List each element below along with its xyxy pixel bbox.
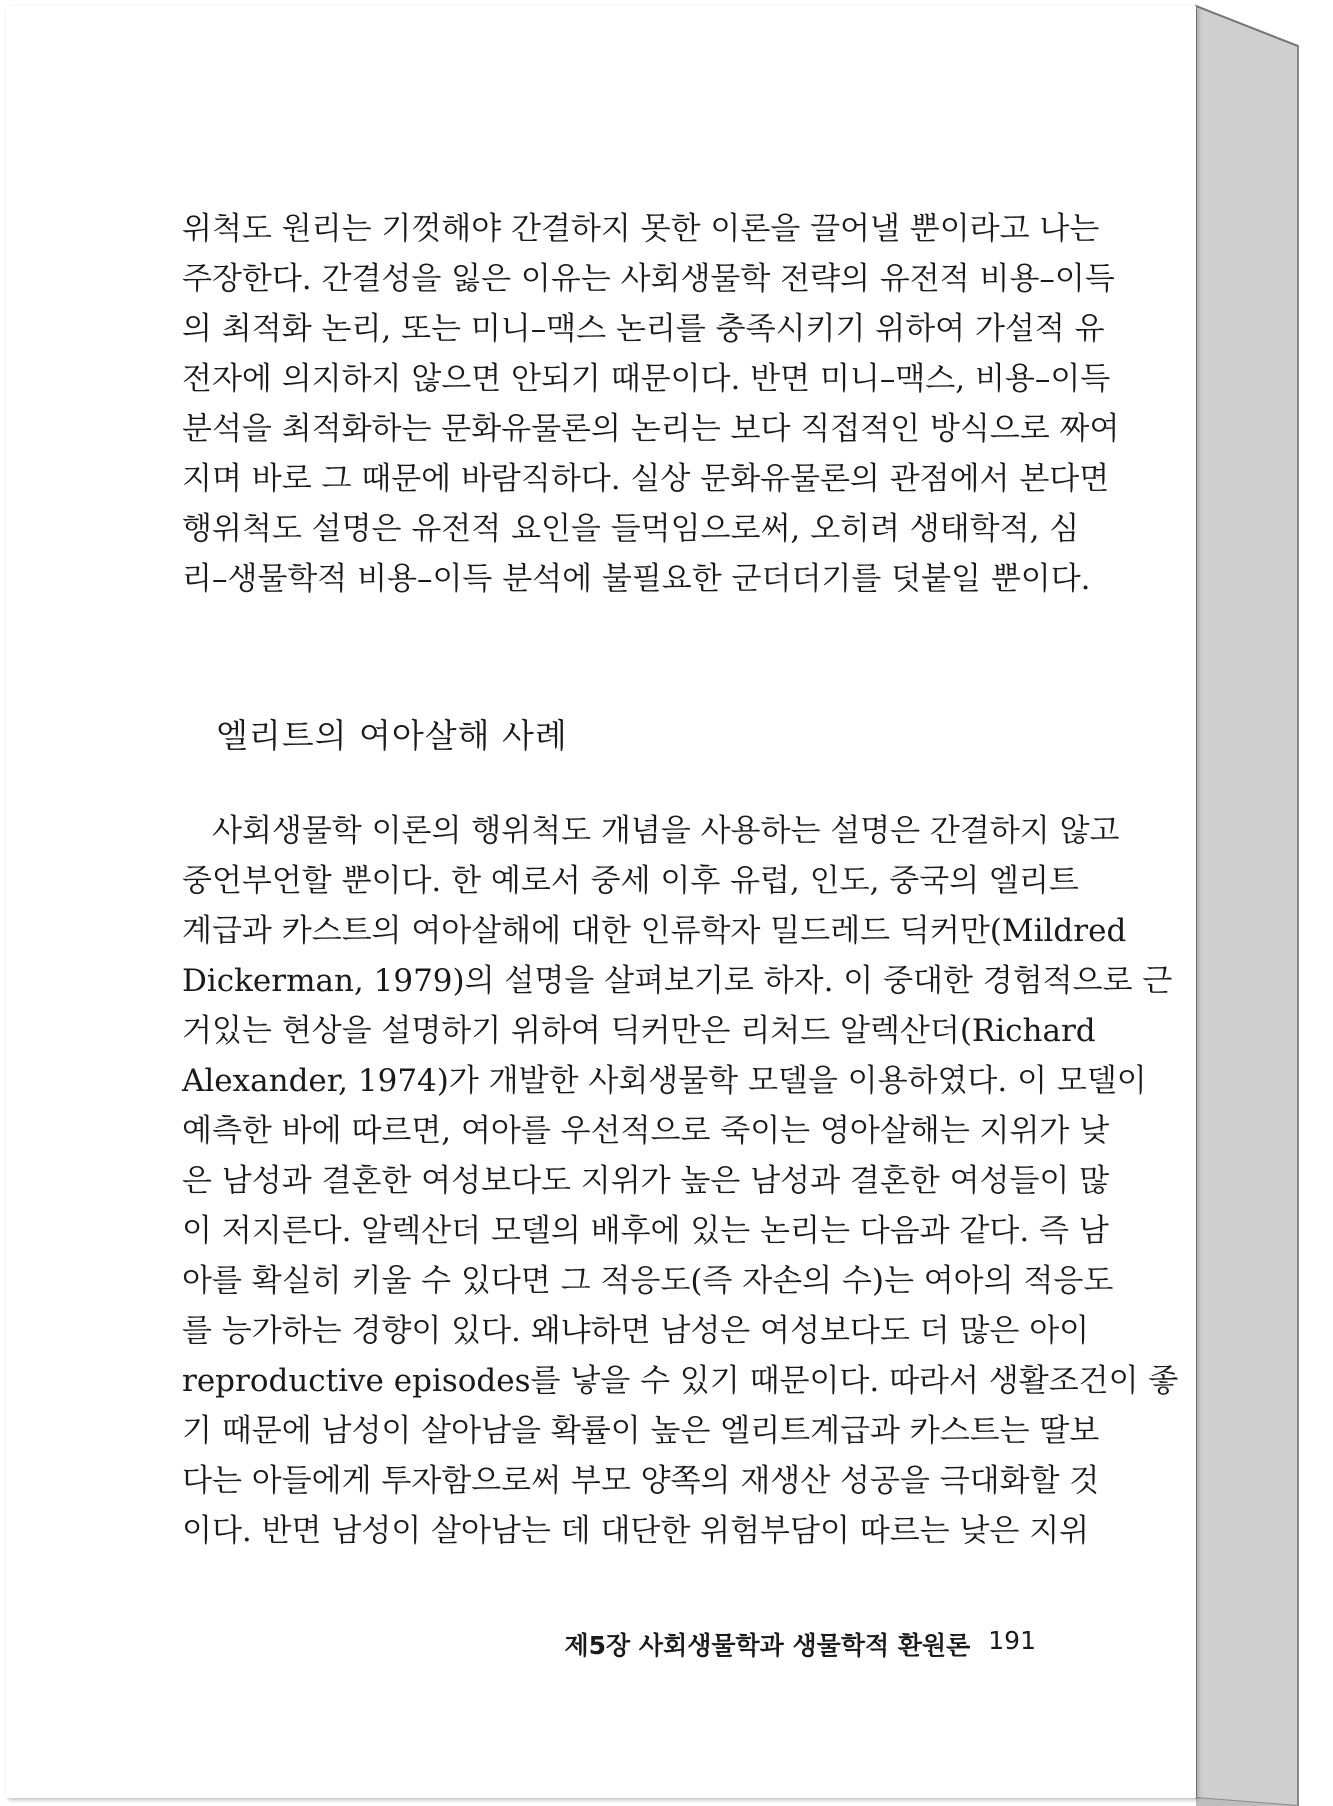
text-line: Dickerman, 1979)의 설명을 살펴보기로 하자. 이 중대한 경험적으로 근 [182, 963, 1173, 999]
text-line: 은 남성과 결혼한 여성보다도 지위가 높은 남성과 결혼한 여성들이 많 [182, 1163, 1110, 1199]
text-line: 를 능가하는 경향이 있다. 왜냐하면 남성은 여성보다도 더 많은 아이 [182, 1313, 1090, 1349]
chapter-title: 제5장 사회생물학과 생물학적 환원론 [564, 1631, 971, 1660]
text-line: reproductive episodes를 낳을 수 있기 때문이다. 따라서 생활조건이 좋 [182, 1363, 1179, 1399]
text-line: 예측한 바에 따르면, 여아를 우선적으로 죽이는 영아살해는 지위가 낮 [182, 1113, 1110, 1149]
text-line: Alexander, 1974)가 개발한 사회생물학 모델을 이용하였다. 이 모델이 [182, 1063, 1147, 1099]
paragraph-2 [182, 806, 1179, 1556]
text-line: 계급과 카스트의 여아살해에 대한 인류학자 밀드레드 딕커만(Mildred [182, 913, 1127, 949]
text-line: 중언부언할 뿐이다. 한 예로서 중세 이후 유럽, 인도, 중국의 엘리트 [182, 863, 1079, 899]
text-line: 의 최적화 논리, 또는 미니–맥스 논리를 충족시키기 위하여 가설적 유 [182, 311, 1105, 347]
text-line: 위척도 원리는 기껏해야 간결하지 못한 이론을 끌어낼 뿐이라고 나는 [182, 211, 1100, 247]
running-footer [564, 1626, 1036, 1662]
text-line: 이 저지른다. 알렉산더 모델의 배후에 있는 논리는 다음과 같다. 즉 남 [182, 1213, 1109, 1249]
text-line: 지며 바로 그 때문에 바람직하다. 실상 문화유물론의 관점에서 본다면 [182, 461, 1110, 497]
text-line: 행위척도 설명은 유전적 요인을 들먹임으로써, 오히려 생태학적, 심 [182, 511, 1080, 547]
text-line: 전자에 의지하지 않으면 안되기 때문이다. 반면 미니–맥스, 비용–이득 [182, 361, 1111, 397]
text-line: 분석을 최적화하는 문화유물론의 논리는 보다 직접적인 방식으로 짜여 [182, 411, 1120, 447]
text-line: 다는 아들에게 투자함으로써 부모 양쪽의 재생산 성공을 극대화할 것 [182, 1463, 1100, 1499]
text-line: 주장한다. 간결성을 잃은 이유는 사회생물학 전략의 유전적 비용–이득 [182, 261, 1115, 297]
text-line: 이다. 반면 남성이 살아남는 데 대단한 위험부담이 따르는 낮은 지위 [182, 1513, 1090, 1549]
text-line: 리–생물학적 비용–이득 분석에 불필요한 군더더기를 덧붙일 뿐이다. [182, 561, 1091, 597]
text-line: 거있는 현상을 설명하기 위하여 딕커만은 리처드 알렉산더(Richard [182, 1013, 1096, 1049]
text-line: 아를 확실히 키울 수 있다면 그 적응도(즉 자손의 수)는 여아의 적응도 [182, 1263, 1114, 1299]
book-page [6, 6, 1196, 1798]
section-heading: 엘리트의 여아살해 사례 [216, 716, 568, 755]
paragraph-1 [182, 204, 1120, 604]
text-line: 사회생물학 이론의 행위척도 개념을 사용하는 설명은 간결하지 않고 [212, 813, 1120, 849]
page-number: 191 [988, 1626, 1036, 1655]
text-line: 기 때문에 남성이 살아남을 확률이 높은 엘리트계급과 카스트는 딸보 [182, 1413, 1100, 1449]
